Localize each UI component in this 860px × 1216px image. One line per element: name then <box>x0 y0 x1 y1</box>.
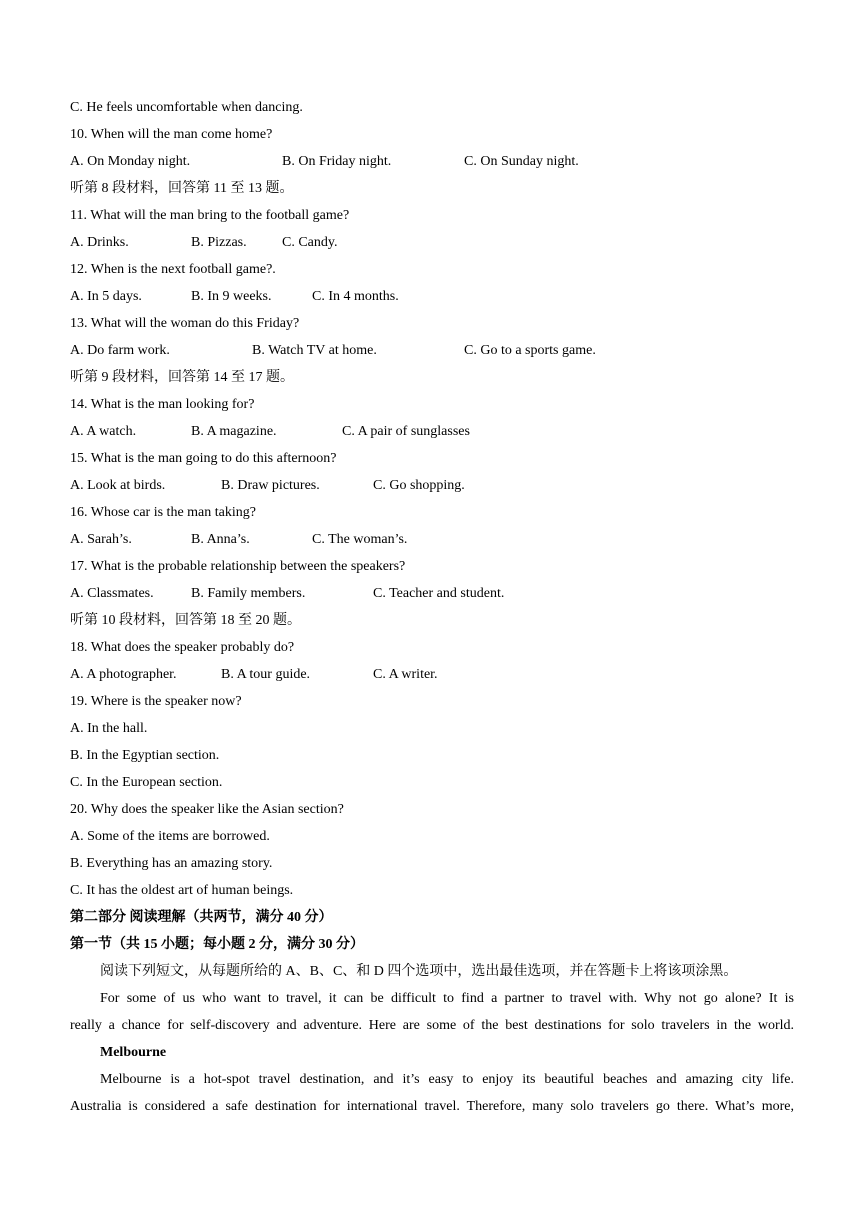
option-c: C. The woman’s. <box>312 532 408 547</box>
option-b: B. A magazine. <box>191 424 277 439</box>
question-12: 12. When is the next football game?. <box>70 262 276 277</box>
reading-instruction: 阅读下列短文，从每题所给的 A、B、C、和 D 四个选项中，选出最佳选项，并在答题卡上将该项涂黑。 <box>100 964 738 979</box>
option-a: A. Sarah’s. <box>70 532 132 547</box>
option-a: A. A photographer. <box>70 667 177 682</box>
option-a: A. Look at birds. <box>70 478 166 493</box>
option-b: B. Family members. <box>191 586 306 601</box>
option-c: C. Teacher and student. <box>373 586 505 601</box>
question-10-options <box>70 151 794 178</box>
option-a: A. Do farm work. <box>70 343 170 358</box>
section-one-heading: 第一节（共 15 小题；每小题 2 分，满分 30 分） <box>70 937 364 952</box>
question-11-options <box>70 232 794 259</box>
option-a: A. Classmates. <box>70 586 154 601</box>
question-14: 14. What is the man looking for? <box>70 397 255 412</box>
option-c: C. It has the oldest art of human beings. <box>70 883 294 898</box>
option-a: A. On Monday night. <box>70 154 191 169</box>
option-c: C. Candy. <box>282 235 338 250</box>
option-b: B. In the Egyptian section. <box>70 748 220 763</box>
option-b: B. Draw pictures. <box>221 478 320 493</box>
q9-option-c: C. He feels uncomfortable when dancing. <box>70 100 303 115</box>
question-17-options <box>70 583 794 610</box>
option-b: B. Pizzas. <box>191 235 247 250</box>
option-a: A. In 5 days. <box>70 289 142 304</box>
passage-paragraph-1-line-1: For some of us who want to travel, it can be difficult to find a partner to travel with. Why not go alone? It is <box>100 991 794 1006</box>
melbourne-heading: Melbourne <box>100 1045 167 1060</box>
option-b: B. Everything has an amazing story. <box>70 856 273 871</box>
exam-page <box>70 97 794 1123</box>
option-c: C. A writer. <box>373 667 438 682</box>
question-15-options <box>70 475 794 502</box>
option-b: B. On Friday night. <box>282 154 392 169</box>
section-8-instruction: 听第 8 段材料，回答第 11 至 13 题。 <box>70 181 294 196</box>
question-12-options <box>70 286 794 313</box>
option-c: C. Go to a sports game. <box>464 343 596 358</box>
question-14-options <box>70 421 794 448</box>
question-10: 10. When will the man come home? <box>70 127 273 142</box>
question-17: 17. What is the probable relationship between the speakers? <box>70 559 406 574</box>
question-20: 20. Why does the speaker like the Asian section? <box>70 802 344 817</box>
option-a: A. A watch. <box>70 424 137 439</box>
part-two-heading: 第二部分 阅读理解（共两节，满分 40 分） <box>70 910 333 925</box>
option-b: B. A tour guide. <box>221 667 311 682</box>
passage-paragraph-1-line-2: really a chance for self-discovery and adventure. Here are some of the best destinations for solo travelers in the world. <box>70 1018 794 1033</box>
section-9-instruction: 听第 9 段材料，回答第 14 至 17 题。 <box>70 370 294 385</box>
question-16-options <box>70 529 794 556</box>
option-b: B. Watch TV at home. <box>252 343 377 358</box>
option-c: C. Go shopping. <box>373 478 465 493</box>
option-a: A. Drinks. <box>70 235 129 250</box>
section-10-instruction: 听第 10 段材料，回答第 18 至 20 题。 <box>70 613 301 628</box>
question-16: 16. Whose car is the man taking? <box>70 505 256 520</box>
passage-paragraph-2-line-1: Melbourne is a hot-spot travel destination, and it’s easy to enjoy its beautiful beaches and amazing city life. <box>100 1072 794 1087</box>
option-c: C. On Sunday night. <box>464 154 579 169</box>
option-c: C. In the European section. <box>70 775 223 790</box>
option-b: B. Anna’s. <box>191 532 250 547</box>
question-13-options <box>70 340 794 367</box>
question-19: 19. Where is the speaker now? <box>70 694 242 709</box>
option-c: C. A pair of sunglasses <box>342 424 470 439</box>
question-15: 15. What is the man going to do this afternoon? <box>70 451 337 466</box>
option-b: B. In 9 weeks. <box>191 289 272 304</box>
option-a: A. Some of the items are borrowed. <box>70 829 270 844</box>
option-c: C. In 4 months. <box>312 289 399 304</box>
question-13: 13. What will the woman do this Friday? <box>70 316 300 331</box>
question-18: 18. What does the speaker probably do? <box>70 640 295 655</box>
question-18-options <box>70 664 794 691</box>
option-a: A. In the hall. <box>70 721 148 736</box>
passage-paragraph-2-line-2: Australia is considered a safe destination for international travel. Therefore, many solo travelers go there. What’s more, <box>70 1099 794 1114</box>
question-11: 11. What will the man bring to the football game? <box>70 208 350 223</box>
